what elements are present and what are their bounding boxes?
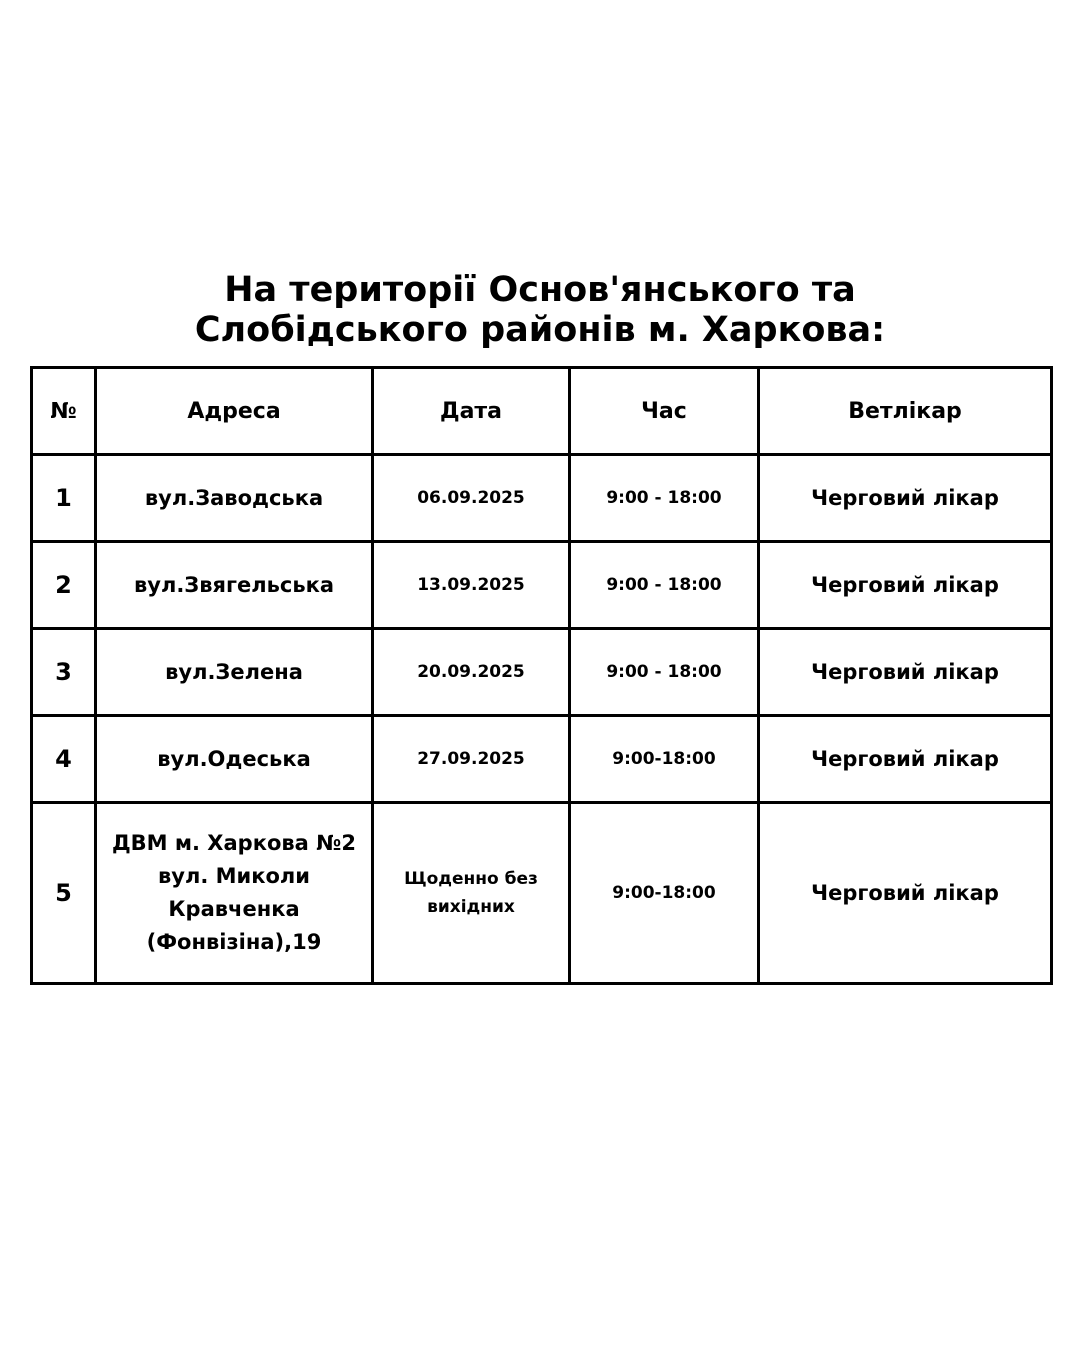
row-date: 13.09.2025 <box>373 542 570 629</box>
row-vet: Черговий лікар <box>759 629 1052 716</box>
title-line-2: Слобідського районів м. Харкова: <box>194 310 886 350</box>
row-number: 1 <box>32 455 96 542</box>
row-vet: Черговий лікар <box>759 803 1052 984</box>
row-address: вул.Зелена <box>96 629 373 716</box>
table-header-row <box>32 368 1052 455</box>
row-number: 2 <box>32 542 96 629</box>
header-address: Адреса <box>96 368 373 455</box>
row-date: 27.09.2025 <box>373 716 570 803</box>
row-number: 4 <box>32 716 96 803</box>
table-row <box>32 455 1052 542</box>
header-vet: Ветлікар <box>759 368 1052 455</box>
row-address: вул.Звягельська <box>96 542 373 629</box>
header-date: Дата <box>373 368 570 455</box>
header-time: Час <box>570 368 759 455</box>
table-row <box>32 803 1052 984</box>
row-time: 9:00 - 18:00 <box>570 629 759 716</box>
title-line-1: На території Основ'янського та <box>224 270 856 310</box>
row-time: 9:00 - 18:00 <box>570 542 759 629</box>
schedule-table <box>30 366 1053 985</box>
row-date: Щоденно без вихідних <box>373 803 570 984</box>
page-title <box>0 270 1080 350</box>
row-address: вул.Заводська <box>96 455 373 542</box>
table-row <box>32 629 1052 716</box>
row-time: 9:00-18:00 <box>570 803 759 984</box>
header-number: № <box>32 368 96 455</box>
row-vet: Черговий лікар <box>759 455 1052 542</box>
row-vet: Черговий лікар <box>759 716 1052 803</box>
row-number: 3 <box>32 629 96 716</box>
row-address: вул.Одеська <box>96 716 373 803</box>
row-number: 5 <box>32 803 96 984</box>
row-time: 9:00 - 18:00 <box>570 455 759 542</box>
row-date: 20.09.2025 <box>373 629 570 716</box>
row-time: 9:00-18:00 <box>570 716 759 803</box>
table-row <box>32 716 1052 803</box>
row-address: ДВМ м. Харкова №2 вул. Миколи Кравченка (Фонвізіна),19 <box>96 803 373 984</box>
row-vet: Черговий лікар <box>759 542 1052 629</box>
table-row <box>32 542 1052 629</box>
row-date: 06.09.2025 <box>373 455 570 542</box>
